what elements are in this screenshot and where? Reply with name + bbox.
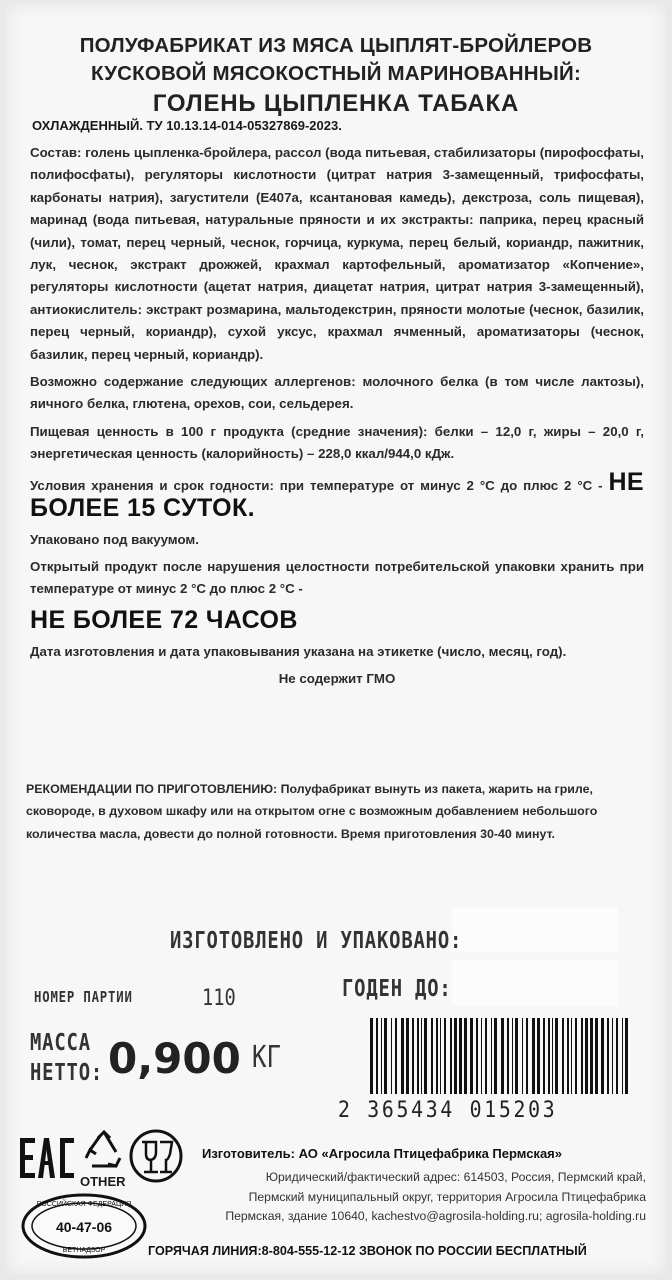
storage-conditions: Условия хранения и срок годности: при температуре от минус 2 °С до плюс 2 °С - (30, 477, 603, 493)
address-line-2: Пермский муниципальный округ, территория Агросила Птицефабрика (248, 1189, 646, 1204)
barcode-icon (366, 1018, 638, 1094)
title-line-2: КУСКОВОЙ МЯСОКОСТНЫЙ МАРИНОВАННЫЙ: (90, 62, 581, 85)
mass-label-line-1: МАССА (30, 1030, 91, 1056)
mass-label-line-2: НЕТТО: (30, 1060, 104, 1086)
stamp-number: 40-47-06 (55, 1219, 113, 1235)
date-note: Дата изготовления и дата упаковывания указана на этикетке (число, месяц, год). (30, 643, 567, 659)
manufacturer-address (172, 1168, 646, 1227)
chilled-standard: ОХЛАЖДЕННЫЙ. ТУ 10.13.14-014-05327869-2023. (32, 118, 342, 133)
allergens-text: Возможно содержание следующих аллергенов: молочного белка (в том числе лактозы), яичного белка, глютена, орехов, сои, сельдерея. (30, 374, 644, 412)
composition-text: Состав: голень цыпленка-бройлера, рассол (вода питьевая, стабилизаторы (пирофосфаты, полифосфаты), регуляторы кислотности (цитрат натрия 3-замещенный, трифосфаты, карбонаты натрия), загустители (Е407а, ксантановая камедь), декстроза, соль пищевая), маринад (вода питьевая, натуральные пряности и их экстракты: паприка, перец красный (чили), томат, перец черный, чеснок, горчица, куркума, перец белый, кориандр, пажитник, лук, чеснок, экстракт дрожжей, крахмал картофельный, ароматизатор «Копчение», регуляторы кислотности (ацетат натрия, диацетат натрия, цитрат натрия 3-замещенный), антиокислитель: экстракт розмарина, мальтодекстрин, пряности молотые (чеснок, базилик, перец черный, кориандр), сухой уксус, крахмал ячменный, ароматизаторы (чеснок, базилик, перец черный, кориандр). (30, 145, 644, 362)
stamp-top-text: РОССИЙСКАЯ ФЕДЕРАЦИЯ (36, 1201, 132, 1208)
recycle-label: OTHER (80, 1174, 126, 1189)
nutrition-text: Пищевая ценность в 100 г продукта (средние значения): белки – 12,0 г, жиры – 20,0 г, энергетическая ценность (калорийность) – 228,0 ккал/944,0 кДж. (30, 423, 644, 462)
recycle-icon (80, 1128, 128, 1176)
stamp-bottom-text: ВЕТНАДЗОР (62, 1247, 106, 1254)
title-line-1: ПОЛУФАБРИКАТ ИЗ МЯСА ЦЫПЛЯТ-БРОЙЛЕРОВ (79, 34, 593, 57)
product-label (6, 4, 666, 1274)
manufacturer-name: Изготовитель: АО «Агросила Птицефабрика Пермская» (202, 1146, 562, 1161)
label-body (30, 142, 644, 691)
storage-text (30, 467, 644, 524)
hotline: ГОРЯЧАЯ ЛИНИЯ:8-804-555-12-12 ЗВОНОК ПО РОССИИ БЕСПЛАТНЫЙ (148, 1244, 587, 1258)
product-name: ГОЛЕНЬ ЦЫПЛЕНКА ТАБАКА (152, 90, 520, 117)
vacuum-text: Упаковано под вакуумом. (30, 531, 199, 547)
vet-stamp-icon (20, 1192, 148, 1260)
opened-term: НЕ БОЛЕЕ 72 ЧАСОВ (30, 605, 298, 634)
made-date-box (452, 908, 618, 952)
batch-label: НОМЕР ПАРТИИ (34, 988, 133, 1006)
address-line-1: Юридический/фактический адрес: 614503, Россия, Пермский край, (265, 1170, 646, 1184)
storage-term: НЕ БОЛЕЕ 15 СУТОК. (30, 467, 644, 523)
best-before-label: ГОДЕН ДО: (342, 976, 452, 1002)
best-before-box (452, 960, 618, 1006)
gmo-note: Не содержит ГМО (278, 671, 396, 687)
net-mass-value: 0,900 (108, 1034, 241, 1083)
made-packed-label: ИЗГОТОВЛЕНО И УПАКОВАНО: (170, 928, 463, 954)
eac-mark-icon (16, 1130, 76, 1190)
barcode-digits: 2 365434 015203 (338, 1098, 558, 1123)
batch-number: 110 (202, 986, 236, 1011)
net-mass-label (30, 1028, 103, 1088)
opened-conditions: Открытый продукт после нарушения целостности потребительской упаковки хранить при температуре от минус 2 °С до плюс 2 °С - (30, 558, 644, 597)
opened-text (30, 556, 644, 636)
address-line-3: Пермская, здание 10640, kachestvo@agrosila-holding.ru; agrosila-holding.ru (225, 1209, 646, 1223)
cooking-recommendations: РЕКОМЕНДАЦИИ ПО ПРИГОТОВЛЕНИЮ: Полуфабрикат вынуть из пакета, жарить на гриле, сковороде, в духовом шкафу или на открытом огне с возможным добавлением небольшого количества масла, довести до полной готовности. Время приготовления 30-40 минут. (26, 782, 598, 841)
net-mass-unit: КГ (252, 1040, 281, 1075)
